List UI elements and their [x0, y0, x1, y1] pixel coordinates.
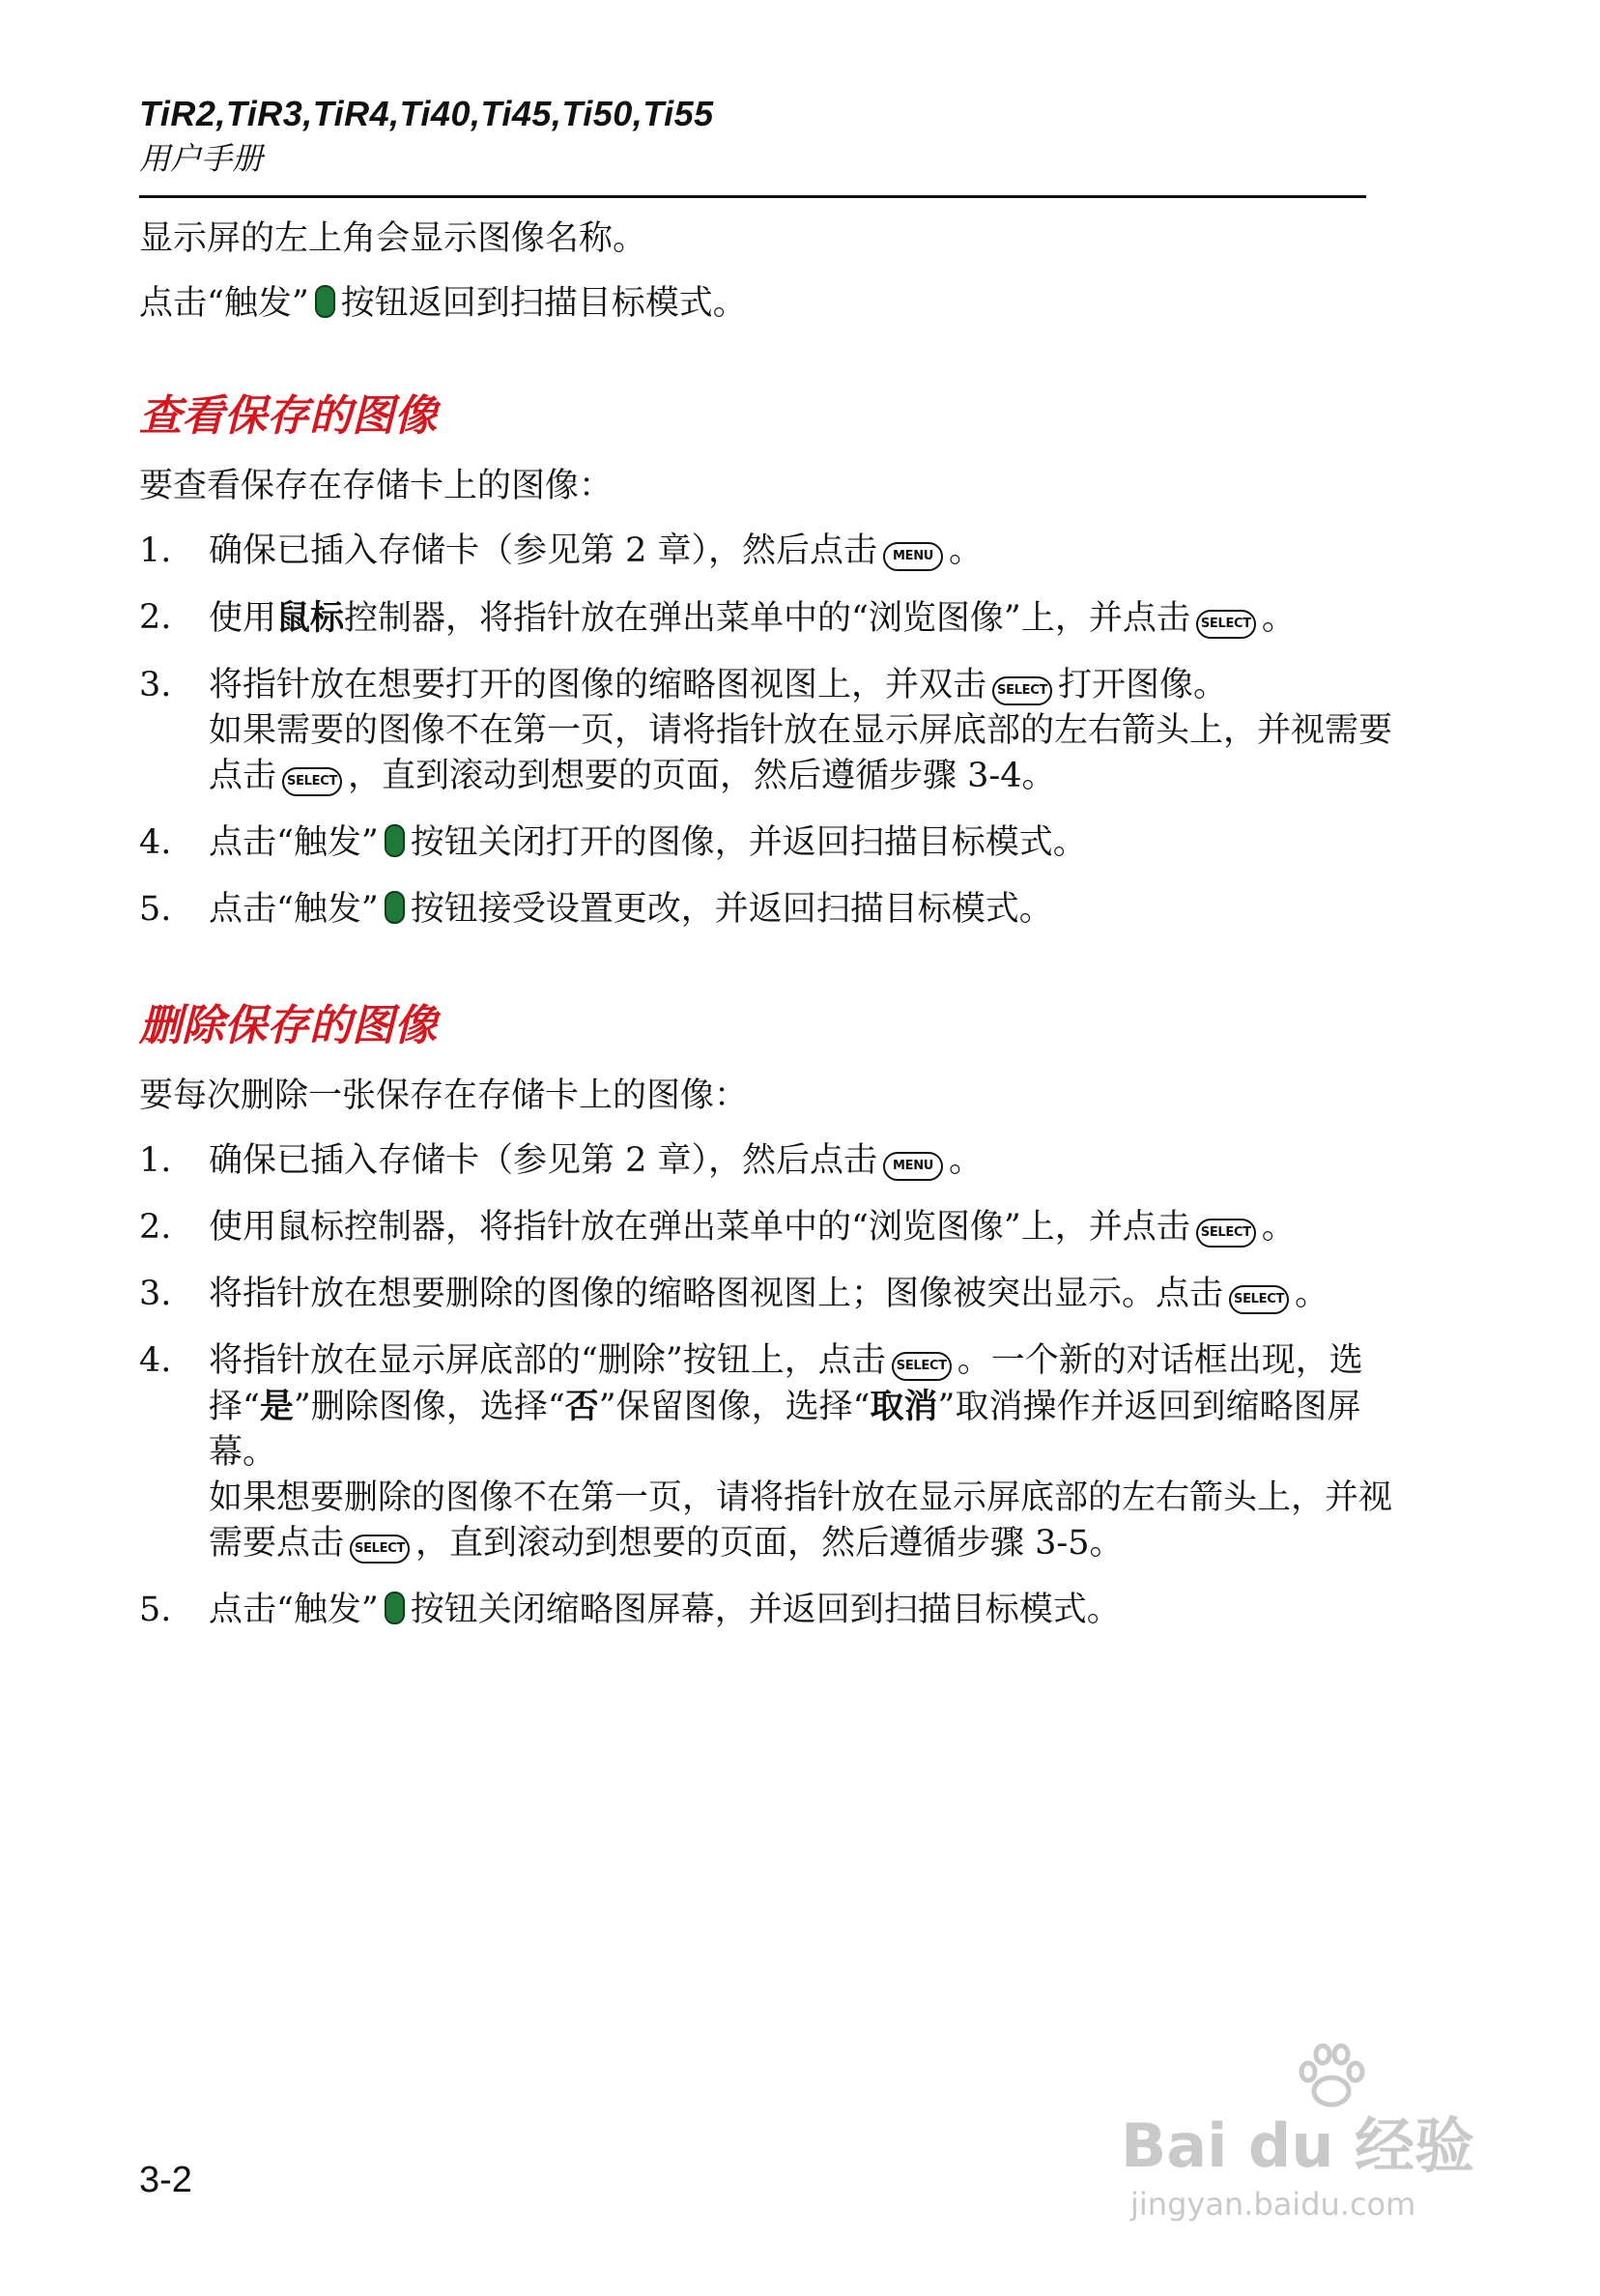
- list-item: 3. 将指针放在想要打开的图像的缩略图视图上，并双击 SELECT 打开图像。 如果需要的图像不在第一页，请将指针放在显示屏底部的左右箭头上，并视需要点击 SELECT ，直到滚动到想要的页面，然后遵循步骤 3-4。: [139, 663, 1397, 799]
- list-item: 4. 将指针放在显示屏底部的“删除”按钮上，点击 SELECT 。一个新的对话框出现，选择“是”删除图像，选择“否”保留图像，选择“取消”取消操作并返回到缩略图屏幕。 如果想要删除的图像不在第一页，请将指针放在显示屏底部的左右箭头上，并视需要点击 SELECT ，直到滚动到想要的页面，然后遵循步骤 3-5。: [139, 1338, 1397, 1566]
- manual-subtitle: 用户手册: [139, 140, 264, 177]
- page-content: [139, 216, 1393, 1654]
- select-button-icon: SELECT: [1229, 1285, 1289, 1314]
- watermark-site: jingyan.baidu.com: [1130, 2186, 1416, 2223]
- select-button-icon: SELECT: [992, 676, 1052, 705]
- list-item: 1. 确保已插入存储卡（参见第 2 章），然后点击 MENU 。: [139, 1141, 984, 1180]
- list-item: 5. 点击“触发” 按钮接受设置更改，并返回扫描目标模式。: [139, 890, 1053, 929]
- trigger-icon: [385, 891, 405, 924]
- delete-steps-list: [139, 1138, 1393, 1633]
- select-button-icon: SELECT: [1196, 1219, 1256, 1248]
- select-button-icon: SELECT: [892, 1352, 952, 1381]
- page-number: 3-2: [139, 2160, 192, 2200]
- view-steps-list: [139, 529, 1393, 933]
- list-item: 1. 确保已插入存储卡（参见第 2 章），然后点击 MENU 。: [139, 531, 984, 570]
- list-item: 2. 使用鼠标控制器，将指针放在弹出菜单中的“浏览图像”上，并点击 SELECT 。: [139, 1208, 1296, 1247]
- list-item: 4. 点击“触发” 按钮关闭打开的图像，并返回扫描目标模式。: [139, 823, 1087, 862]
- product-models: TiR2,TiR3,TiR4,Ti40,Ti45,Ti50,Ti55: [139, 94, 714, 133]
- list-item: 5. 点击“触发” 按钮关闭缩略图屏幕，并返回到扫描目标模式。: [139, 1591, 1121, 1629]
- paw-icon: [1293, 2039, 1370, 2116]
- step-note: 如果需要的图像不在第一页，请将指针放在显示屏底部的左右箭头上，并视需要点击 SELECT ，直到滚动到想要的页面，然后遵循步骤 3-4。: [209, 711, 1393, 795]
- baidu-watermark: [1121, 2039, 1488, 2232]
- intro-line-1: 显示屏的左上角会显示图像名称。: [139, 219, 647, 258]
- menu-button-icon: MENU: [883, 1152, 943, 1181]
- list-item: 3. 将指针放在想要删除的图像的缩略图视图上；图像被突出显示。点击 SELECT 。: [139, 1275, 1329, 1313]
- select-button-icon: SELECT: [1196, 610, 1256, 639]
- intro-line-2: 点击“触发” 按钮返回到扫描目标模式。: [139, 284, 747, 323]
- trigger-icon: [385, 1592, 405, 1624]
- section-title-view-images: 查看保存的图像: [139, 391, 437, 441]
- list-item: 2. 使用鼠标控制器，将指针放在弹出菜单中的“浏览图像”上，并点击 SELECT 。: [139, 598, 1296, 638]
- section-title-delete-images: 删除保存的图像: [139, 1001, 437, 1050]
- header-divider: [139, 195, 1366, 198]
- select-button-icon: SELECT: [282, 767, 342, 796]
- page-header: [139, 93, 1366, 180]
- select-button-icon: SELECT: [350, 1535, 410, 1564]
- section-lead-delete: 要每次删除一张保存在存储卡上的图像：: [139, 1076, 749, 1115]
- step-note: 如果想要删除的图像不在第一页，请将指针放在显示屏底部的左右箭头上，并视需要点击 SELECT ，直到滚动到想要的页面，然后遵循步骤 3-5。: [209, 1478, 1393, 1563]
- watermark-brand: Bai du 经验: [1121, 2110, 1475, 2181]
- section-lead-view: 要查看保存在存储卡上的图像：: [139, 467, 614, 505]
- menu-button-icon: MENU: [883, 542, 943, 571]
- trigger-icon: [385, 824, 405, 857]
- trigger-icon: [315, 285, 335, 318]
